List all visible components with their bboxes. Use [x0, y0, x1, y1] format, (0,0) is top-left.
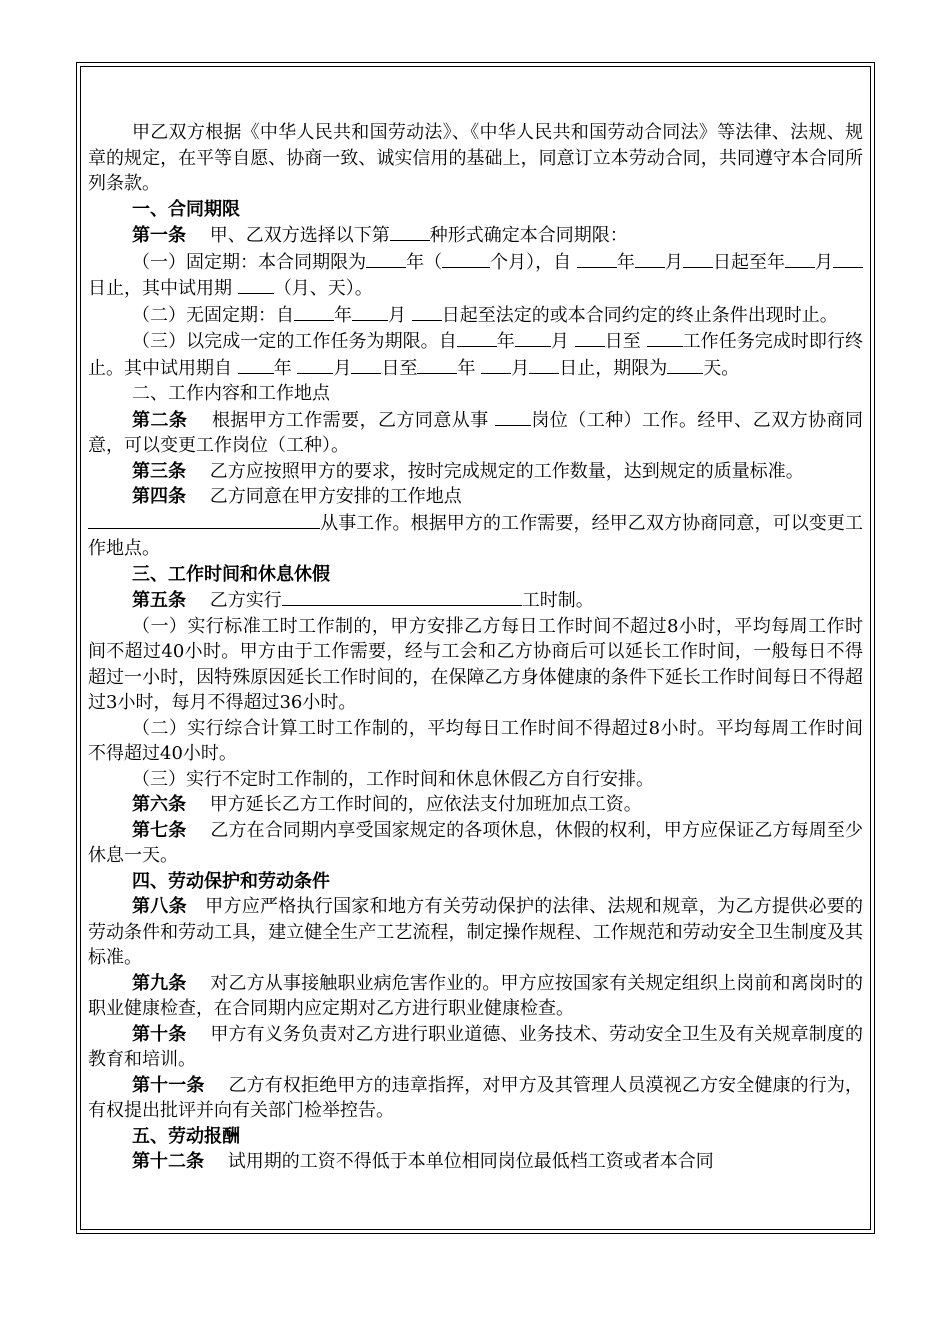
section-heading-work: 二、工作内容和工作地点	[132, 383, 330, 404]
blank[interactable]	[297, 355, 333, 374]
blank[interactable]	[412, 302, 442, 321]
article-2: 第二条 根据甲方工作需要，乙方同意从事 岗位（工种）工作。经甲、乙双方协商同意，可以变更工作岗位（工种）。	[88, 407, 863, 459]
contract-body	[88, 120, 863, 1175]
article-5-option-2: （二）实行综合计算工时工作制的，平均每日工作时间不得超过8小时。平均每周工作时间不得超过40小时。	[88, 717, 863, 764]
option-task-term: （三）以完成一定的工作任务为期限。自 年 月 日至 工作任务完成时即行终止。其中试用期自 年 月 日至 年 月 日止，期限为 天。	[88, 328, 863, 381]
blank[interactable]	[515, 328, 551, 347]
article-3: 第三条 乙方应按照甲方的要求，按时完成规定的工作数量，达到规定的质量标准。	[132, 460, 804, 482]
blank[interactable]	[683, 249, 713, 268]
blank[interactable]	[575, 328, 605, 347]
article-title: 第一条	[132, 225, 186, 246]
article-10: 第十条 甲方有义务负责对乙方进行职业道德、业务技术、劳动安全卫生及有关规章制度的教育和培训。	[88, 1023, 864, 1070]
blank[interactable]	[635, 249, 665, 268]
work-hour-system-blank[interactable]	[282, 587, 522, 606]
intro-paragraph: 甲乙双方根据《中华人民共和国劳动法》、《中华人民共和国劳动合同法》等法律、法规、规章的规定，在平等自愿、协商一致、诚实信用的基础上，同意订立本劳动合同，共同遵守本合同所列条款。	[88, 122, 863, 194]
blank[interactable]	[577, 249, 617, 268]
blank[interactable]	[481, 355, 511, 374]
article-5: 第五条 乙方实行 工时制。	[88, 587, 863, 614]
blank[interactable]	[442, 249, 490, 268]
section-heading-term: 一、合同期限	[132, 198, 240, 220]
article-7: 第七条 乙方在合同期内享受国家规定的各项休息，休假的权利，甲方应保证乙方每周至少休息一天。	[88, 819, 864, 866]
blank[interactable]	[352, 302, 388, 321]
position-blank[interactable]	[495, 407, 531, 426]
article-6: 第六条 甲方延长乙方工作时间的，应依法支付加班加点工资。	[132, 794, 642, 815]
section-heading-pay: 五、劳动报酬	[132, 1125, 240, 1147]
section-heading-protection: 四、劳动保护和劳动条件	[132, 870, 330, 892]
blank[interactable]	[529, 355, 559, 374]
blank[interactable]	[457, 328, 497, 347]
article-9: 第九条 对乙方从事接触职业病危害作业的。甲方应按国家有关规定组织上岗前和离岗时的职业健康检查，在合同期内应定期对乙方进行职业健康检查。	[88, 972, 864, 1019]
blank[interactable]	[647, 328, 683, 347]
form-choice-blank[interactable]	[390, 222, 430, 241]
blank[interactable]	[667, 355, 703, 374]
article-8: 第八条 甲方应严格执行国家和地方有关劳动保护的法律、法规和规章，为乙方提供必要的劳动条件和劳动工具，建立健全生产工艺流程，制定操作规程、工作规范和劳动安全卫生制度及其标准。	[88, 896, 864, 968]
blank[interactable]	[366, 249, 406, 268]
article-5-option-3: （三）实行不定时工作制的，工作时间和休息休假乙方自行安排。	[132, 768, 654, 790]
section-heading-hours: 三、工作时间和休息休假	[132, 563, 330, 585]
blank[interactable]	[417, 355, 457, 374]
work-location-blank[interactable]	[88, 510, 320, 529]
blank[interactable]	[238, 355, 274, 374]
option-fixed-term: （一）固定期：本合同期限为 年（ 个月），自 年 月 日起至年 月日止，其中试用期 （月、天）。	[88, 249, 863, 302]
blank[interactable]	[833, 249, 863, 268]
article-11: 第十一条 乙方有权拒绝甲方的违章指挥，对甲方及其管理人员漠视乙方安全健康的行为，有权提出批评并向有关部门检举控告。	[88, 1074, 864, 1121]
article-4: 第四条 乙方同意在甲方安排的工作地点 从事工作。根据甲方的工作需要，经甲乙双方协商同意，可以变更工作地点。	[88, 486, 863, 559]
article-12: 第十二条 试用期的工资不得低于本单位相同岗位最低档工资或者本合同	[132, 1151, 714, 1172]
blank[interactable]	[351, 355, 381, 374]
blank[interactable]	[238, 275, 274, 294]
article-5-option-1: （一）实行标准工时工作制的，甲方安排乙方每日工作时间不超过8小时，平均每周工作时间不超过40小时。甲方由于工作需要，经与工会和乙方协商后可以延长工作时间，一般每日不得超过一小时，因特殊原因延长工作时间的，在保障乙方身体健康的条件下延长工作时间每日不得超过3小时，每月不得超过36小时。	[88, 615, 863, 713]
option-open-term: （二）无固定期：自 年 月 日起至法定的或本合同约定的终止条件出现时止。	[88, 302, 863, 329]
blank[interactable]	[294, 302, 334, 321]
blank[interactable]	[785, 249, 815, 268]
article-1: 第一条 甲、乙双方选择以下第 种形式确定本合同期限：	[88, 222, 863, 249]
